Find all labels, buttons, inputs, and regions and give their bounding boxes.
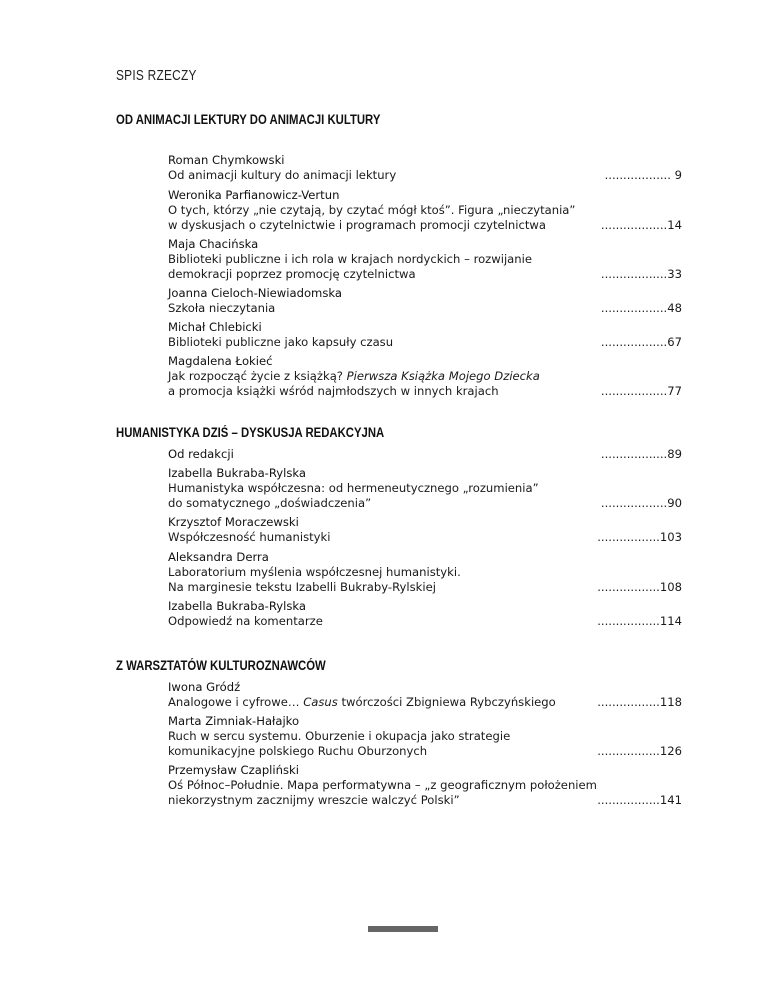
entry-title: Laboratorium myślenia współczesnej humanistyki.	[168, 565, 461, 579]
entry-title: Jak rozpocząć życie z książką? Pierwsza Książka Mojego Dziecka	[168, 369, 540, 383]
toc-entry[interactable]	[168, 466, 682, 511]
page-number: .................114	[597, 614, 682, 628]
page-number: .................141	[597, 793, 682, 807]
entry-title: Współczesność humanistyki	[168, 530, 331, 544]
toc-entry[interactable]	[168, 515, 682, 545]
toc-entry[interactable]	[168, 763, 682, 808]
toc-entry[interactable]	[168, 153, 682, 183]
entry-author: Krzysztof Moraczewski	[168, 515, 299, 529]
entry-author: Joanna Cieloch-Niewiadomska	[168, 286, 343, 300]
page-number: .................103	[597, 530, 682, 544]
entry-author: Magdalena Łokieć	[168, 354, 273, 368]
toc-entry[interactable]	[168, 320, 682, 350]
entry-author: Iwona Gródź	[168, 680, 241, 694]
entry-author: Izabella Bukraba-Rylska	[168, 599, 307, 613]
entry-title: demokracji poprzez promocję czytelnictwa	[168, 267, 416, 281]
entry-title: Oś Północ–Południe. Mapa performatywna – „z geograficznym położeniem	[168, 778, 597, 792]
entry-title: niekorzystnym zacznijmy wreszcie walczyć Polski”	[168, 793, 460, 807]
page-number: .................118	[597, 695, 682, 709]
toc-entry[interactable]	[168, 680, 682, 710]
entry-author: Aleksandra Derra	[168, 550, 269, 564]
page-heading: SPIS RZECZY	[116, 68, 197, 84]
page-number: ..................33	[600, 267, 682, 281]
section-title: HUMANISTYKA DZIŚ – DYSKUSJA REDAKCYJNA	[116, 425, 385, 440]
entry-title: Odpowiedź na komentarze	[168, 614, 323, 628]
entry-author: Maja Chacińska	[168, 237, 259, 251]
entry-author: Od redakcji	[168, 447, 234, 461]
toc-entry[interactable]	[168, 714, 682, 759]
entry-title: w dyskusjach o czytelnictwie i programach promocji czytelnictwa	[168, 218, 546, 232]
section-title: Z WARSZTATÓW KULTUROZNAWCÓW	[116, 658, 326, 673]
page-number: .................126	[597, 744, 682, 758]
entry-title: Biblioteki publiczne i ich rola w krajach nordyckich – rozwijanie	[168, 252, 532, 266]
entry-title: O tych, którzy „nie czytają, by czytać mógł ktoś”. Figura „nieczytania”	[168, 203, 576, 217]
entry-title: Na marginesie tekstu Izabelli Bukraby-Rylskiej	[168, 580, 436, 594]
entry-title: Ruch w sercu systemu. Oburzenie i okupacja jako strategie	[168, 729, 511, 743]
toc-entry[interactable]	[168, 354, 682, 399]
page-number: ..................90	[600, 496, 682, 510]
toc-entry[interactable]	[168, 237, 682, 282]
entry-title: a promocja książki wśród najmłodszych w innych krajach	[168, 384, 499, 398]
page-number: ..................67	[600, 335, 682, 349]
entry-author: Roman Chymkowski	[168, 153, 285, 167]
entry-author: Izabella Bukraba-Rylska	[168, 466, 307, 480]
entry-title: Analogowe i cyfrowe… Casus twórczości Zbigniewa Rybczyńskiego	[168, 695, 556, 709]
entry-title: komunikacyjne polskiego Ruchu Oburzonych	[168, 744, 428, 758]
toc-entry[interactable]	[168, 550, 682, 595]
page-number: .................. 9	[604, 168, 682, 182]
entry-title: do somatycznego „doświadczenia”	[168, 496, 372, 510]
footer-bar	[368, 926, 438, 932]
toc-entry[interactable]	[168, 599, 682, 629]
entry-author: Marta Zimniak-Hałajko	[168, 714, 300, 728]
entry-title: Od animacji kultury do animacji lektury	[168, 168, 397, 182]
toc-entry[interactable]	[168, 286, 682, 316]
section-title: OD ANIMACJI LEKTURY DO ANIMACJI KULTURY	[116, 112, 381, 127]
page-number: ..................89	[600, 447, 682, 461]
entry-title: Humanistyka współczesna: od hermeneutycznego „rozumienia”	[168, 481, 539, 495]
toc-entry[interactable]	[168, 447, 682, 462]
entry-author: Przemysław Czapliński	[168, 763, 299, 777]
page-number: ..................14	[600, 218, 682, 232]
entry-title: Szkoła nieczytania	[168, 301, 276, 315]
page-number: ..................48	[600, 301, 682, 315]
page-number: .................108	[597, 580, 682, 594]
entry-title: Biblioteki publiczne jako kapsuły czasu	[168, 335, 394, 349]
entry-author: Michał Chlebicki	[168, 320, 262, 334]
page-number: ..................77	[600, 384, 682, 398]
toc-entry[interactable]	[168, 188, 682, 233]
entry-author: Weronika Parfianowicz-Vertun	[168, 188, 340, 202]
